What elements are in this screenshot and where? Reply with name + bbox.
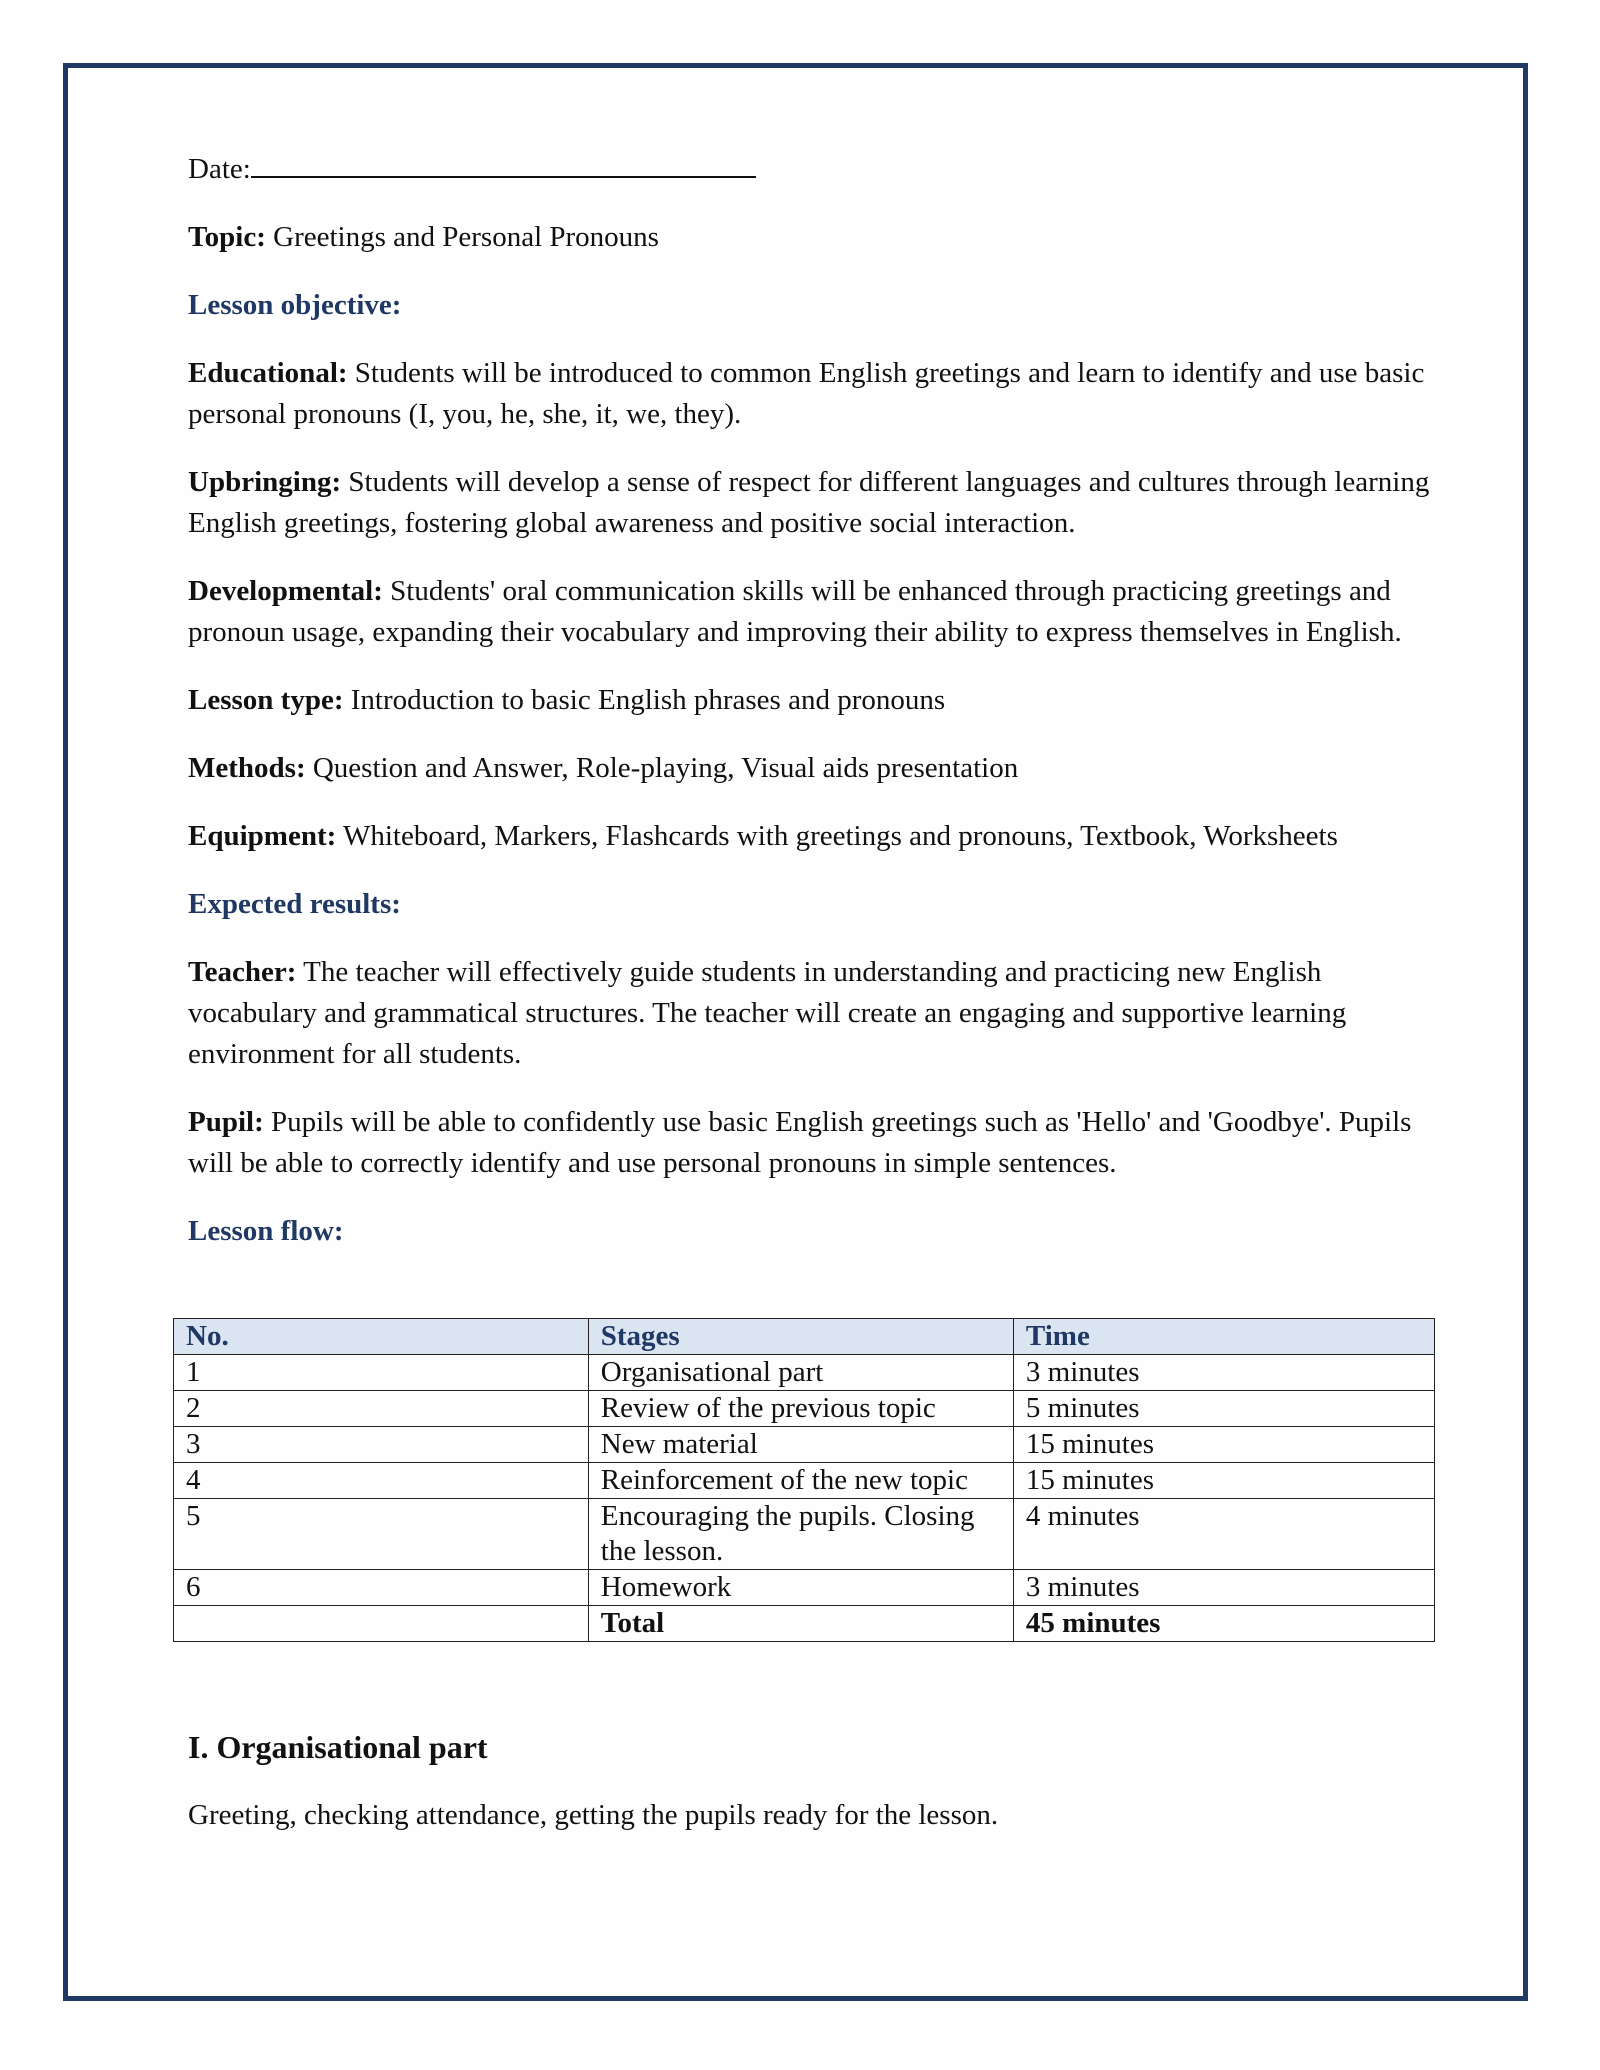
methods-label: Methods: [188, 752, 306, 784]
expected-results-heading: Expected results: [188, 888, 401, 920]
lesson-type-row [188, 680, 1448, 721]
row-time: 3 minutes [1013, 1570, 1434, 1606]
row-stage: Reinforcement of the new topic [588, 1463, 1013, 1499]
topic-row [188, 217, 1448, 258]
lesson-flow-table [173, 1318, 1435, 1642]
table-row [174, 1570, 1435, 1606]
teacher-label: Teacher: [188, 956, 297, 988]
table-row [174, 1499, 1435, 1570]
developmental-row [188, 571, 1448, 653]
row-no: 3 [174, 1427, 589, 1463]
row-time: 5 minutes [1013, 1391, 1434, 1427]
row-time: 15 minutes [1013, 1463, 1434, 1499]
methods-row [188, 748, 1448, 789]
lesson-flow-heading: Lesson flow: [188, 1215, 344, 1247]
table-row [174, 1463, 1435, 1499]
lesson-type-text: Introduction to basic English phrases and pronouns [343, 684, 946, 716]
developmental-label: Developmental: [188, 575, 383, 607]
total-time: 45 minutes [1013, 1606, 1434, 1642]
row-no: 1 [174, 1355, 589, 1391]
lesson-type-label: Lesson type: [188, 684, 344, 716]
row-time: 3 minutes [1013, 1355, 1434, 1391]
upbringing-text: Students will develop a sense of respect for different languages and cultures through learning English greetings, fostering global awareness and positive social interaction. [188, 466, 1430, 539]
equipment-row [188, 816, 1448, 857]
date-blank [251, 148, 756, 178]
total-label: Total [588, 1606, 1013, 1642]
pupil-label: Pupil: [188, 1106, 264, 1138]
row-time: 4 minutes [1013, 1499, 1434, 1570]
table-header-row [174, 1319, 1435, 1355]
total-no [174, 1606, 589, 1642]
topic-text: Greetings and Personal Pronouns [265, 221, 659, 253]
topic-label: Topic: [188, 221, 266, 253]
row-no: 4 [174, 1463, 589, 1499]
row-stage: Organisational part [588, 1355, 1013, 1391]
developmental-text: Students' oral communication skills will be enhanced through practicing greetings and pronoun usage, expanding their vocabulary and improving their ability to express themselves in English. [188, 575, 1402, 648]
table-total-row [174, 1606, 1435, 1642]
equipment-text: Whiteboard, Markers, Flashcards with greetings and pronouns, Textbook, Worksheets [336, 820, 1338, 852]
lesson-plan-body [188, 148, 1448, 1279]
table-row [174, 1427, 1435, 1463]
lesson-objective-heading: Lesson objective: [188, 289, 402, 321]
row-stage: Homework [588, 1570, 1013, 1606]
educational-text: Students will be introduced to common English greetings and learn to identify and use basic personal pronouns (I, you, he, she, it, we, they). [188, 357, 1425, 430]
row-stage: Review of the previous topic [588, 1391, 1013, 1427]
educational-label: Educational: [188, 357, 348, 389]
pupil-row [188, 1102, 1448, 1184]
upbringing-row [188, 462, 1448, 544]
teacher-text: The teacher will effectively guide students in understanding and practicing new English vocabulary and grammatical structures. The teacher will create an engaging and supportive learning environment for all students. [188, 956, 1347, 1070]
pupil-text: Pupils will be able to confidently use basic English greetings such as 'Hello' and 'Goodbye'. Pupils will be able to correctly identify and use personal pronouns in simple sentences. [188, 1106, 1412, 1179]
methods-text: Question and Answer, Role-playing, Visual aids presentation [305, 752, 1019, 784]
row-stage: Encouraging the pupils. Closing the lesson. [588, 1499, 1013, 1570]
section-organisational-title: I. Organisational part [188, 1729, 488, 1765]
row-time: 15 minutes [1013, 1427, 1434, 1463]
date-line-row [188, 148, 1448, 190]
row-no: 2 [174, 1391, 589, 1427]
teacher-row [188, 952, 1448, 1075]
row-no: 5 [174, 1499, 589, 1570]
section-organisational-text: Greeting, checking attendance, getting the pupils ready for the lesson. [188, 1799, 999, 1831]
educational-row [188, 353, 1448, 435]
row-stage: New material [588, 1427, 1013, 1463]
upbringing-label: Upbringing: [188, 466, 342, 498]
table-row [174, 1391, 1435, 1427]
equipment-label: Equipment: [188, 820, 337, 852]
row-no: 6 [174, 1570, 589, 1606]
column-header-no: No. [174, 1319, 589, 1355]
table-row [174, 1355, 1435, 1391]
date-label: Date: [188, 153, 251, 185]
column-header-time: Time [1013, 1319, 1434, 1355]
column-header-stages: Stages [588, 1319, 1013, 1355]
